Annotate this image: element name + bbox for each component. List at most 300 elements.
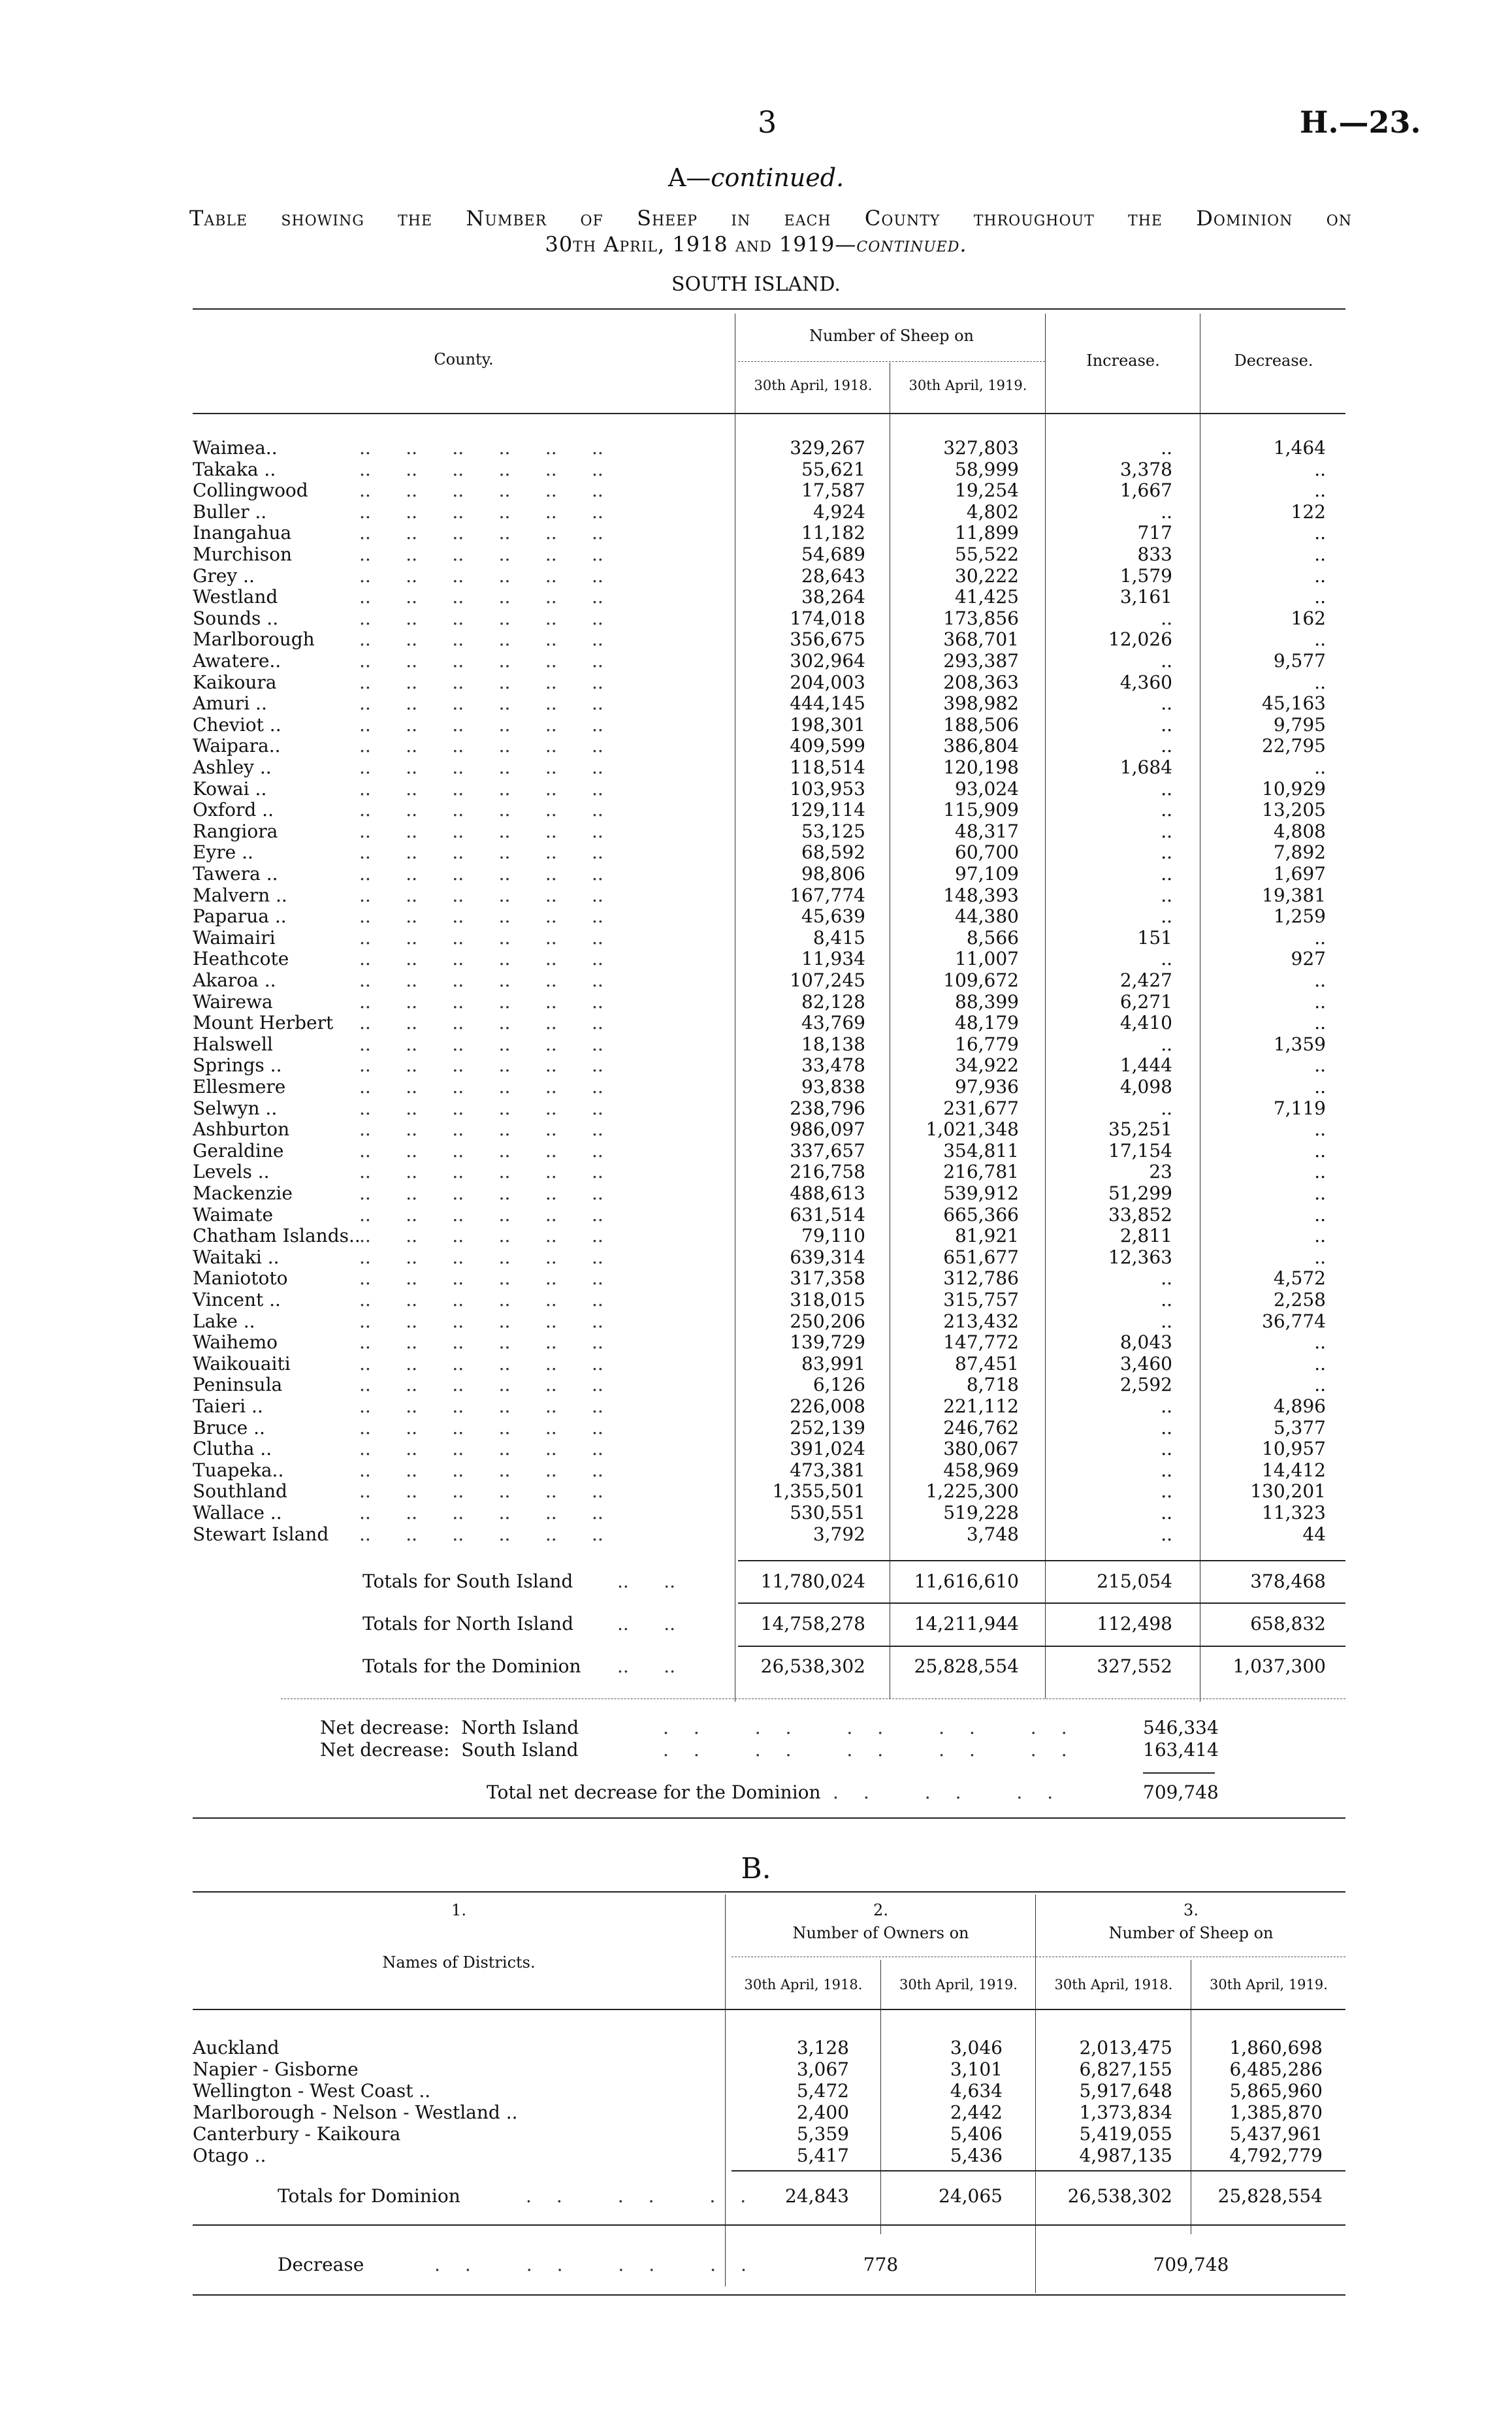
increase-value: ..: [1161, 777, 1172, 800]
sheep-1919: 4,802: [966, 500, 1019, 523]
table-row: [0, 651, 1512, 672]
net-decrease-label: Net decrease: South Island: [320, 1739, 579, 1761]
county-name: Collingwood: [193, 480, 308, 502]
increase-value: ..: [1161, 905, 1172, 928]
decrease-value: 45,163: [1262, 692, 1326, 715]
increase-value: 6,271: [1119, 990, 1172, 1013]
sheep-1919: 354,811: [943, 1139, 1019, 1162]
col-header-decrease: Decrease.: [1234, 351, 1313, 370]
sheep-1919: 48,317: [955, 820, 1019, 842]
sheep-1918: 6,126: [812, 1374, 865, 1396]
increase-value: ..: [1161, 1416, 1172, 1439]
leader-dots: .. .. .. .. .. ..: [359, 777, 603, 800]
county-name: Takaka ..: [193, 458, 276, 480]
sheep-1919: 147,772: [943, 1331, 1019, 1354]
increase-value: ..: [1161, 500, 1172, 523]
sheep-1919: 315,757: [943, 1289, 1019, 1310]
increase-value: 3,460: [1119, 1352, 1172, 1374]
decrease-value: 1,697: [1273, 863, 1326, 885]
table-row: [0, 992, 1512, 1013]
sheep-1919: 97,109: [955, 863, 1019, 885]
decrease-value: 927: [1291, 948, 1326, 970]
county-name: Southland: [193, 1480, 287, 1503]
county-name: Clutha ..: [193, 1438, 272, 1460]
sheep-1918: 5,419,055: [1079, 2123, 1172, 2145]
sheep-1918: 53,125: [801, 820, 865, 842]
owners-1918: 3,067: [796, 2058, 849, 2080]
table-row: [0, 1205, 1512, 1226]
b-decrease-sheep: 709,748: [1153, 2254, 1229, 2275]
county-name: Murchison: [193, 544, 293, 565]
sheep-1919: 188,506: [943, 713, 1019, 736]
increase-value: 3,378: [1119, 458, 1172, 480]
sheep-1919: 1,021,348: [925, 1118, 1019, 1141]
table-row: [0, 906, 1512, 928]
county-name: Lake ..: [193, 1310, 255, 1332]
leader-dots: .. .. .. .. .. ..: [359, 905, 603, 928]
decrease-value: ..: [1314, 1374, 1326, 1396]
decrease-value: ..: [1314, 458, 1326, 480]
sheep-1918: 6,827,155: [1079, 2058, 1172, 2080]
decrease-value: ..: [1314, 628, 1326, 651]
sheep-1918: 530,551: [790, 1502, 865, 1523]
county-name: Vincent ..: [193, 1289, 281, 1310]
increase-value: ..: [1161, 650, 1172, 672]
county-name: Ashburton: [193, 1118, 290, 1141]
total-1919: 25,828,554: [914, 1655, 1019, 1677]
sheep-1919: 3,748: [966, 1523, 1019, 1545]
sheep-1918: 167,774: [790, 884, 865, 906]
sheep-1918: 139,729: [790, 1331, 865, 1354]
table-row: [0, 1162, 1512, 1183]
sheep-1918: 204,003: [790, 671, 865, 693]
county-name: Waipara..: [193, 735, 281, 757]
county-name: Maniototo: [193, 1267, 288, 1290]
b-owners-1918-header: 30th April, 1918.: [744, 1977, 863, 1992]
section-title: [0, 163, 1512, 192]
table-row: [0, 566, 1512, 587]
county-name: Waikouaiti: [193, 1352, 291, 1374]
table-row: [0, 1418, 1512, 1439]
table-row: [0, 1524, 1512, 1546]
county-name: Ashley ..: [193, 756, 272, 778]
b-totals-label: Totals for Dominion: [278, 2185, 460, 2207]
decrease-value: 1,464: [1273, 437, 1326, 459]
sheep-1919: 41,425: [955, 586, 1019, 608]
table-row: [0, 502, 1512, 523]
sheep-1918: 54,689: [801, 544, 865, 565]
owners-1918: 5,472: [796, 2080, 849, 2102]
increase-value: ..: [1161, 1459, 1172, 1481]
sheep-1918: 38,264: [801, 586, 865, 608]
sheep-1918: 129,114: [790, 799, 865, 821]
county-name: Eyre ..: [193, 841, 253, 864]
table-row: [0, 1119, 1512, 1141]
b-totals-sheep-1918: 26,538,302: [1067, 2185, 1172, 2207]
leader-dots: .. .. ..: [833, 1781, 1078, 1803]
total-decrease: 658,832: [1250, 1613, 1326, 1634]
decrease-value: ..: [1314, 1331, 1326, 1354]
sheep-1918: 488,613: [790, 1182, 865, 1204]
leader-dots: .. .. .. .. .. ..: [359, 650, 603, 672]
decrease-value: ..: [1314, 522, 1326, 544]
table-row: [0, 2037, 1512, 2058]
increase-value: 12,363: [1108, 1246, 1172, 1268]
table-row: [0, 2058, 1512, 2080]
county-name: Mount Herbert: [193, 1012, 334, 1034]
b-totals-sheep-1919: 25,828,554: [1217, 2185, 1323, 2207]
increase-value: ..: [1161, 884, 1172, 906]
total-increase: 327,552: [1097, 1655, 1172, 1677]
table-row: [0, 1354, 1512, 1375]
decrease-value: ..: [1314, 1076, 1326, 1098]
b-col2-number: 2.: [873, 1901, 888, 1919]
table-row: [0, 800, 1512, 821]
total-1919: 11,616,610: [914, 1570, 1019, 1592]
sheep-1919: 398,982: [943, 692, 1019, 715]
sheep-1918: 93,838: [801, 1076, 865, 1098]
county-name: Waitaki ..: [193, 1246, 280, 1268]
decrease-value: 2,258: [1273, 1289, 1326, 1310]
leader-dots: .. .. .. ..: [434, 2254, 771, 2275]
sheep-1918: 356,675: [790, 628, 865, 651]
b-col2-label: Number of Owners on: [792, 1924, 969, 1942]
decrease-value: ..: [1314, 969, 1326, 991]
decrease-value: 10,957: [1262, 1438, 1326, 1460]
increase-value: 2,592: [1119, 1374, 1172, 1396]
county-name: Bruce ..: [193, 1416, 265, 1439]
leader-dots: .. .. .. .. .. ..: [359, 1395, 603, 1417]
sheep-1919: 380,067: [943, 1438, 1019, 1460]
owners-1918: 5,359: [796, 2123, 849, 2145]
sheep-1919: 216,781: [943, 1161, 1019, 1183]
decrease-value: 11,323: [1262, 1502, 1326, 1523]
sheep-1918: 631,514: [790, 1203, 865, 1226]
table-row: [0, 1396, 1512, 1418]
sheep-1918: 639,314: [790, 1246, 865, 1268]
sheep-1918: 3,792: [812, 1523, 865, 1545]
decrease-value: 1,259: [1273, 905, 1326, 928]
table-row: [0, 1247, 1512, 1269]
leader-dots: .. .. .. .. .. ..: [359, 1033, 603, 1055]
sheep-1918: 302,964: [790, 650, 865, 672]
b-col3-label: Number of Sheep on: [1108, 1924, 1274, 1942]
decrease-value: 5,377: [1273, 1416, 1326, 1439]
sheep-1919: 5,865,960: [1229, 2080, 1323, 2102]
sheep-1919: 148,393: [943, 884, 1019, 906]
sheep-1918: 473,381: [790, 1459, 865, 1481]
leader-dots: .. .. .. .. .. ..: [359, 692, 603, 715]
sheep-1919: 16,779: [955, 1033, 1019, 1055]
sheep-1919: 60,700: [955, 841, 1019, 864]
increase-value: 4,098: [1119, 1076, 1172, 1098]
sheep-1919: 93,024: [955, 777, 1019, 800]
b-sheep-1918-header: 30th April, 1918.: [1054, 1977, 1173, 1992]
increase-value: 4,360: [1119, 671, 1172, 693]
sheep-1919: 221,112: [943, 1395, 1019, 1417]
table-row: [0, 1077, 1512, 1098]
county-name: Wairewa: [193, 990, 273, 1013]
sheep-1919: 48,179: [955, 1012, 1019, 1034]
sheep-1918: 55,621: [801, 458, 865, 480]
sheep-1918: 43,769: [801, 1012, 865, 1034]
sheep-1919: 539,912: [943, 1182, 1019, 1204]
table-row: [0, 821, 1512, 843]
decrease-value: 7,892: [1273, 841, 1326, 864]
sheep-1918: 329,267: [790, 437, 865, 459]
leader-dots: .. .. ..: [526, 2185, 771, 2207]
table-row: [0, 1439, 1512, 1460]
sheep-1918: 11,182: [801, 522, 865, 544]
net-decrease-sum-rule: [1143, 1772, 1215, 1774]
decrease-value: ..: [1314, 1139, 1326, 1162]
table-row: [0, 544, 1512, 566]
county-name: Tuapeka..: [193, 1459, 284, 1481]
decrease-value: 1,359: [1273, 1033, 1326, 1055]
sheep-1919: 120,198: [943, 756, 1019, 778]
decrease-value: ..: [1314, 671, 1326, 693]
decrease-value: 9,577: [1273, 650, 1326, 672]
leader-dots: .. .. .. .. .. ..: [359, 1267, 603, 1290]
table-row: [0, 1481, 1512, 1503]
county-name: Chatham Islands..: [193, 1225, 361, 1247]
table-b-top-rule: [193, 1891, 1345, 1893]
totals-row: [0, 1614, 1512, 1635]
decrease-value: 4,572: [1273, 1267, 1326, 1290]
table-row: [0, 757, 1512, 779]
b-decrease-top-rule: [193, 2224, 1345, 2226]
sheep-1919: 519,228: [943, 1502, 1019, 1523]
b-col1-label: Names of Districts.: [382, 1953, 536, 1972]
table-row: [0, 1311, 1512, 1333]
leader-dots: .. .. .. .. .. ..: [359, 500, 603, 523]
net-decrease-value: 546,334: [1143, 1717, 1219, 1738]
increase-value: 1,667: [1119, 480, 1172, 502]
decrease-value: 10,929: [1262, 777, 1326, 800]
leader-dots: .. .. .. .. .. ..: [359, 1459, 603, 1481]
table-row: [0, 1374, 1512, 1396]
sheep-1918: 391,024: [790, 1438, 865, 1460]
decrease-value: ..: [1314, 544, 1326, 565]
section-label: A—: [668, 163, 711, 192]
b-totals-owners-1919: 24,065: [939, 2185, 1003, 2207]
leader-dots: .. .. .. .. .. ..: [359, 671, 603, 693]
table-row: [0, 885, 1512, 907]
table-row: [0, 608, 1512, 630]
sheep-1918: 79,110: [801, 1225, 865, 1247]
county-name: Levels ..: [193, 1161, 270, 1183]
decrease-value: ..: [1314, 1246, 1326, 1268]
owners-1918: 3,128: [796, 2037, 849, 2058]
county-name: Heathcote: [193, 948, 289, 970]
decrease-value: 13,205: [1262, 799, 1326, 821]
sheep-1919: 88,399: [955, 990, 1019, 1013]
table-row: [0, 1183, 1512, 1205]
increase-value: ..: [1161, 1267, 1172, 1290]
leader-dots: .. .. .. .. .. ..: [359, 841, 603, 864]
leader-dots: .. ..: [617, 1655, 676, 1677]
totals-rule-2: [738, 1602, 1345, 1604]
sheep-1918: 444,145: [790, 692, 865, 715]
table-row: [0, 1141, 1512, 1162]
leader-dots: .. .. .. .. .. ..: [359, 926, 603, 949]
increase-value: ..: [1161, 1480, 1172, 1503]
table-row: [0, 523, 1512, 544]
table-b-bottom-rule: [193, 2294, 1345, 2296]
county-name: Malvern ..: [193, 884, 287, 906]
decrease-value: 4,808: [1273, 820, 1326, 842]
leader-dots: .. .. .. .. .. ..: [359, 1352, 603, 1374]
sheep-1918: 226,008: [790, 1395, 865, 1417]
leader-dots: .. ..: [617, 1613, 676, 1634]
leader-dots: .. .. .. .. .. ..: [359, 522, 603, 544]
totals-label: Totals for South Island: [362, 1570, 573, 1592]
decrease-value: ..: [1314, 756, 1326, 778]
leader-dots: .. .. .. .. .. ..: [359, 1289, 603, 1310]
col-header-1919: 30th April, 1919.: [909, 378, 1027, 393]
county-name: Springs ..: [193, 1054, 282, 1077]
col-header-county: County.: [434, 350, 494, 368]
increase-value: 35,251: [1108, 1118, 1172, 1141]
county-name: Waimairi: [193, 926, 276, 949]
sheep-1918: 103,953: [790, 777, 865, 800]
sheep-1918: 1,373,834: [1079, 2102, 1172, 2123]
sheep-1919: 208,363: [943, 671, 1019, 693]
decrease-value: ..: [1314, 1225, 1326, 1247]
table-row: [0, 736, 1512, 757]
county-name: Geraldine: [193, 1139, 284, 1162]
sheep-1919: 665,366: [943, 1203, 1019, 1226]
sheep-1919: 55,522: [955, 544, 1019, 565]
b-owners-1919-header: 30th April, 1919.: [899, 1977, 1018, 1992]
table-row: [0, 2080, 1512, 2102]
sheep-1918: 250,206: [790, 1310, 865, 1332]
county-name: Rangiora: [193, 820, 278, 842]
b-decrease-row: [0, 2254, 1512, 2275]
county-name: Buller ..: [193, 500, 267, 523]
col-header-increase: Increase.: [1086, 351, 1160, 370]
district-name: Marlborough - Nelson - Westland ..: [193, 2102, 518, 2123]
leader-dots: .. .. .. .. .. ..: [359, 1012, 603, 1034]
title-line2-italic: continued.: [856, 232, 967, 257]
leader-dots: .. .. .. .. .. ..: [359, 820, 603, 842]
leader-dots: .. .. .. .. .. ..: [359, 544, 603, 565]
increase-value: ..: [1161, 607, 1172, 629]
increase-value: ..: [1161, 692, 1172, 715]
totals-rule-1: [738, 1560, 1345, 1561]
owners-1919: 3,101: [950, 2058, 1003, 2080]
county-name: Paparua ..: [193, 905, 287, 928]
leader-dots: .. .. .. .. .. ..: [359, 1054, 603, 1077]
table-row: [0, 2123, 1512, 2145]
sheep-1919: 115,909: [943, 799, 1019, 821]
leader-dots: .. .. .. .. .. ..: [359, 1480, 603, 1503]
leader-dots: .. .. .. .. .. ..: [359, 1097, 603, 1119]
sheep-1918: 17,587: [801, 480, 865, 502]
increase-value: 8,043: [1119, 1331, 1172, 1354]
leader-dots: .. .. .. .. .. ..: [359, 1182, 603, 1204]
decrease-value: 14,412: [1262, 1459, 1326, 1481]
county-name: Amuri ..: [193, 692, 267, 715]
sheep-on-subheader-rule: [738, 361, 1045, 362]
increase-value: 17,154: [1108, 1139, 1172, 1162]
sheep-1919: 19,254: [955, 480, 1019, 502]
decrease-value: ..: [1314, 926, 1326, 949]
county-name: Waimea..: [193, 437, 278, 459]
sheep-1919: 81,921: [955, 1225, 1019, 1247]
total-decrease: 378,468: [1250, 1570, 1326, 1592]
table-row: [0, 629, 1512, 651]
total-decrease: 1,037,300: [1232, 1655, 1326, 1677]
sheep-1919: 8,718: [966, 1374, 1019, 1396]
b-totals-row: [0, 2185, 1512, 2207]
table-a-top-rule: [193, 308, 1345, 310]
owners-1919: 2,442: [950, 2102, 1003, 2123]
leader-dots: .. .. .. .. .. ..: [359, 1331, 603, 1354]
sheep-1919: 368,701: [943, 628, 1019, 651]
increase-value: 151: [1137, 926, 1172, 949]
leader-dots: .. .. .. .. .. ..: [359, 969, 603, 991]
sheep-1919: 34,922: [955, 1054, 1019, 1077]
county-name: Tawera ..: [193, 863, 278, 885]
district-name: Auckland: [193, 2037, 280, 2058]
increase-value: 1,684: [1119, 756, 1172, 778]
county-name: Waihemo: [193, 1331, 278, 1354]
sheep-1918: 5,917,648: [1079, 2080, 1172, 2102]
sheep-1918: 252,139: [790, 1416, 865, 1439]
document-reference: H.—23.: [1300, 105, 1421, 140]
district-name: Canterbury - Kaikoura: [193, 2123, 401, 2145]
leader-dots: .. .. .. .. .. ..: [359, 1118, 603, 1141]
sheep-1919: 312,786: [943, 1267, 1019, 1290]
decrease-value: 22,795: [1262, 735, 1326, 757]
owners-1919: 4,634: [950, 2080, 1003, 2102]
county-name: Marlborough: [193, 628, 315, 651]
owners-1919: 5,406: [950, 2123, 1003, 2145]
col-header-1918: 30th April, 1918.: [754, 378, 873, 393]
sheep-1919: 327,803: [943, 437, 1019, 459]
sheep-1918: 1,355,501: [772, 1480, 865, 1503]
sheep-1918: 33,478: [801, 1054, 865, 1077]
sheep-1919: 173,856: [943, 607, 1019, 629]
decrease-value: 44: [1302, 1523, 1326, 1545]
increase-value: 51,299: [1108, 1182, 1172, 1204]
total-net-decrease-label: Total net decrease for the Dominion: [487, 1781, 821, 1803]
owners-1919: 5,436: [950, 2145, 1003, 2166]
sheep-1918: 216,758: [790, 1161, 865, 1183]
sheep-1918: 174,018: [790, 607, 865, 629]
decrease-value: ..: [1314, 1012, 1326, 1034]
b-decrease-label: Decrease: [278, 2254, 364, 2275]
leader-dots: .. .. .. .. .. ..: [359, 480, 603, 502]
county-name: Waimate: [193, 1203, 274, 1226]
section-label-italic: continued.: [711, 163, 844, 192]
county-name: Taieri ..: [193, 1395, 263, 1417]
totals-row: [0, 1656, 1512, 1678]
sheep-1918: 986,097: [790, 1118, 865, 1141]
table-title-line2: [0, 232, 1512, 257]
table-row: [0, 1268, 1512, 1290]
sheep-1919: 97,936: [955, 1076, 1019, 1098]
decrease-value: ..: [1314, 1352, 1326, 1374]
table-row: [0, 779, 1512, 800]
decrease-value: 36,774: [1262, 1310, 1326, 1332]
county-name: Ellesmere: [193, 1076, 286, 1098]
leader-dots: .. .. .. .. .. ..: [359, 1374, 603, 1396]
total-1918: 26,538,302: [760, 1655, 865, 1677]
leader-dots: .. .. .. .. .. ..: [359, 756, 603, 778]
sheep-1918: 198,301: [790, 713, 865, 736]
